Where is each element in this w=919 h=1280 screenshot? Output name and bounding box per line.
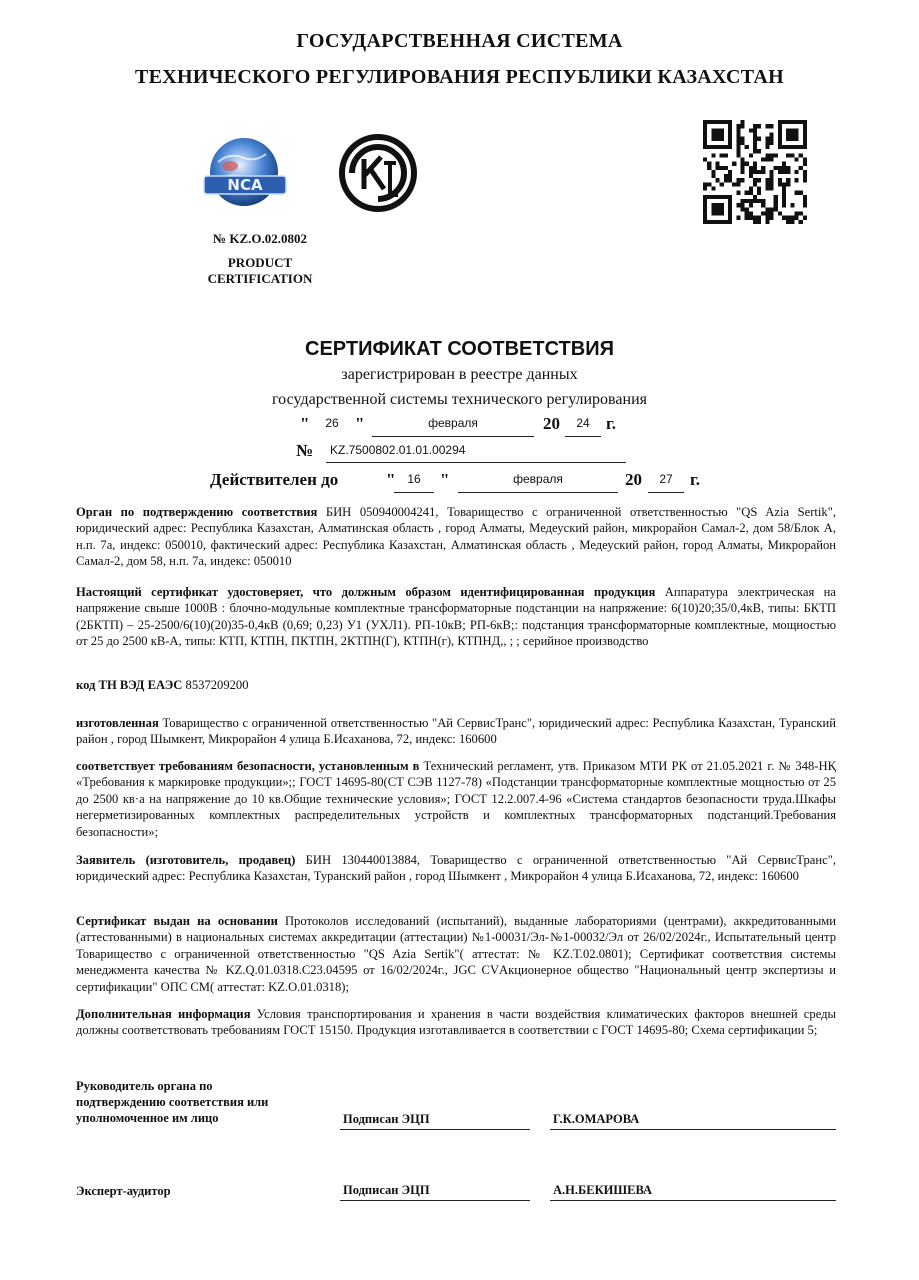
head-label-line-3: уполномоченное им лицо [76,1111,219,1125]
organ-label: Орган по подтверждению соответствия [76,505,318,519]
applicant-label: Заявитель (изготовитель, продавец) [76,853,296,867]
number-label: № [296,441,314,460]
code-label: код ТН ВЭД ЕАЭС [76,678,183,692]
valid-day-underline [394,492,434,493]
basis-label: Сертификат выдан на основании [76,914,278,928]
head-signer-name: Г.К.ОМАРОВА [553,1112,640,1126]
expert-name-line [550,1200,836,1201]
certificate-title: СЕРТИФИКАТ СООТВЕТСТВИЯ [305,338,614,360]
reg-day: 26 [325,416,339,430]
manufacturer-paragraph [76,715,836,748]
reg-month: февраля [428,416,478,430]
product-text: Аппаратура электрическая на напряжение свыше 1000В : блочно-модульные комплектные трансформаторные подстанции на напряжение: 6(10)20;35/0,4кВ, типы: БКТП (2БКТП) – 25-2500/6(10)(20)35-0,4кВ (0,69; 0,23) У1 (УХЛ1). РП-10кВ; РП-6кВ;: подстанция трансформаторные комплектные, мощностью от 25 до 2500 кВ-А, типы: КТП, КТПН, ПКТПН, 2КТПН(Г), КТПН(г), КТПНД,, ; ; серийное производство [76,585,836,649]
valid-quote-close: " [440,470,450,489]
registered-line-2: государственной системы технического регулирования [272,391,647,408]
reg-quote-open: " [300,414,310,433]
valid-year-underline [648,492,684,493]
requirements-text: Технический регламент, утв. Приказом МТИ РК от 21.05.2021 г. № 348-НҚ «Требования к маркировке продукции»;; ГОСТ 14695-80(СТ СЭВ 1127-78) «Подстанции трансформаторные комплектные мощностью от 25 до 2500 кв·а на напряжение до 10 кв.Общие технические условия»; ГОСТ 12.2.007.4-96 «Система стандартов безопасности труда.Шкафы негерметизированных комплектных распределительных устройств и комплектных трансформаторных подстанций.Требования безопасности»; [76,759,836,839]
reg-month-underline [372,436,534,437]
organ-text: БИН 050940004241, Товарищество с ограниченной ответственностью "QS Azia Sertik", юридический адрес: Республика Казахстан, Алматинская область , город Алматы, Медеуский район, микрорайон Самал-2, дом 58/Блок А, н.п. 7а, индекс: 050010, фактический адрес: Республика Казахстан, Алматинская область , Медеуский район, город Алматы, Микрорайон Самал-2, дом 58, н.п. 7а, индекс: 050010 [76,505,836,569]
code-paragraph [76,677,836,693]
reg-year-underline [565,436,601,437]
code-value: 8537209200 [182,678,249,692]
valid-month-underline [458,492,618,493]
valid-year: 27 [659,472,673,486]
requirements-paragraph [76,758,836,840]
reg-year-suffix: г. [606,414,617,433]
head-signed-status: Подписан ЭЦП [343,1112,430,1126]
head-label-line-2: подтверждению соответствия или [76,1095,269,1109]
head-label-line-1: Руководитель органа по [76,1079,213,1093]
certification-body-paragraph [76,504,836,570]
product-paragraph [76,584,836,650]
reg-century: 20 [543,414,560,433]
accreditation-number: № KZ.O.02.0802 [213,231,307,246]
certification-label: CERTIFICATION [207,271,313,286]
expert-signed-status: Подписан ЭЦП [343,1183,430,1197]
expert-auditor-label: Эксперт-аудитор [76,1184,171,1198]
additional-text: Условия транспортирования и хранения в части воздействия климатических факторов внешней среды должны соответствовать требованиям ГОСТ 15150. Продукция изготавливается в соответствии с ГОСТ 14695-80; Схема сертификации 5; [76,1007,836,1038]
header-line-2: ТЕХНИЧЕСКОГО РЕГУЛИРОВАНИЯ РЕСПУБЛИКИ КАЗАХСТАН [134,66,785,88]
manufacturer-label: изготовленная [76,716,159,730]
registered-line-1: зарегистрирован в реестре данных [341,366,578,383]
applicant-paragraph [76,852,836,885]
head-signer-label [76,1078,268,1126]
applicant-text: БИН 130440013884, Товарищество с ограниченной ответственностью "Ай СервисТранс", юридический адрес: Республика Казахстан, Туранский район , город Шымкент , Микрорайон 4 улица Б.Исаханова, 72, индекс: 160600 [76,853,837,884]
valid-day: 16 [407,472,421,486]
qr-code-icon[interactable] [703,120,807,224]
head-name-line [550,1129,836,1130]
reg-year: 24 [576,416,590,430]
head-signature-line [340,1129,530,1130]
expert-name: А.Н.БЕКИШЕВА [553,1183,653,1197]
valid-century: 20 [625,470,642,489]
certificate-number: KZ.7500802.01.01.00294 [330,443,466,457]
basis-text: Протоколов исследований (испытаний), выданные лабораториями (центрами), аккредитованными (аттестованными) в национальных системах аккредитации (аттестации) №1-00031/Эл-№1-00032/Эл от 26/02/2024г., Испытательный центр Товарищество с ограниченной ответственностью "QS Azia Sertik"( аттестат: № KZ.T.02.0801); Сертификат соответствия системы менеджмента качества № KZ.Q.01.0318.С23.04595 от 16/02/2024г., JGC CVАкционерное общество "Национальный центр экспертизы и сертификации" ОПС СМ( аттестат: KZ.O.01.0318); [76,914,836,994]
number-underline [326,462,626,463]
nca-logo-text: NCA [227,176,263,194]
reg-quote-close: " [355,414,365,433]
valid-month: февраля [513,472,563,486]
expert-signature-line [340,1200,530,1201]
basis-paragraph [76,913,836,995]
valid-until-label: Действителен до [210,470,339,489]
header-line-1: ГОСУДАРСТВЕННАЯ СИСТЕМА [296,30,623,52]
additional-info-paragraph [76,1006,836,1039]
ks-conformity-mark-icon [338,133,418,213]
manufacturer-text: Товарищество с ограниченной ответственностью "Ай СервисТранс", юридический адрес: Республика Казахстан, Туранский район , город Шымкент, Микрорайон 4 улица Б.Исаханова, 72, индекс: 160600 [76,716,836,747]
nca-globe-logo [200,132,290,217]
valid-year-suffix: г. [690,470,701,489]
valid-quote-open: " [386,470,396,489]
product-label: PRODUCT [227,255,293,270]
product-label-bold: Настоящий сертификат удостоверяет, что должным образом идентифицированная продукция [76,585,656,599]
requirements-label: соответствует требованиям безопасности, установленным в [76,759,420,773]
additional-label: Дополнительная информация [76,1007,251,1021]
